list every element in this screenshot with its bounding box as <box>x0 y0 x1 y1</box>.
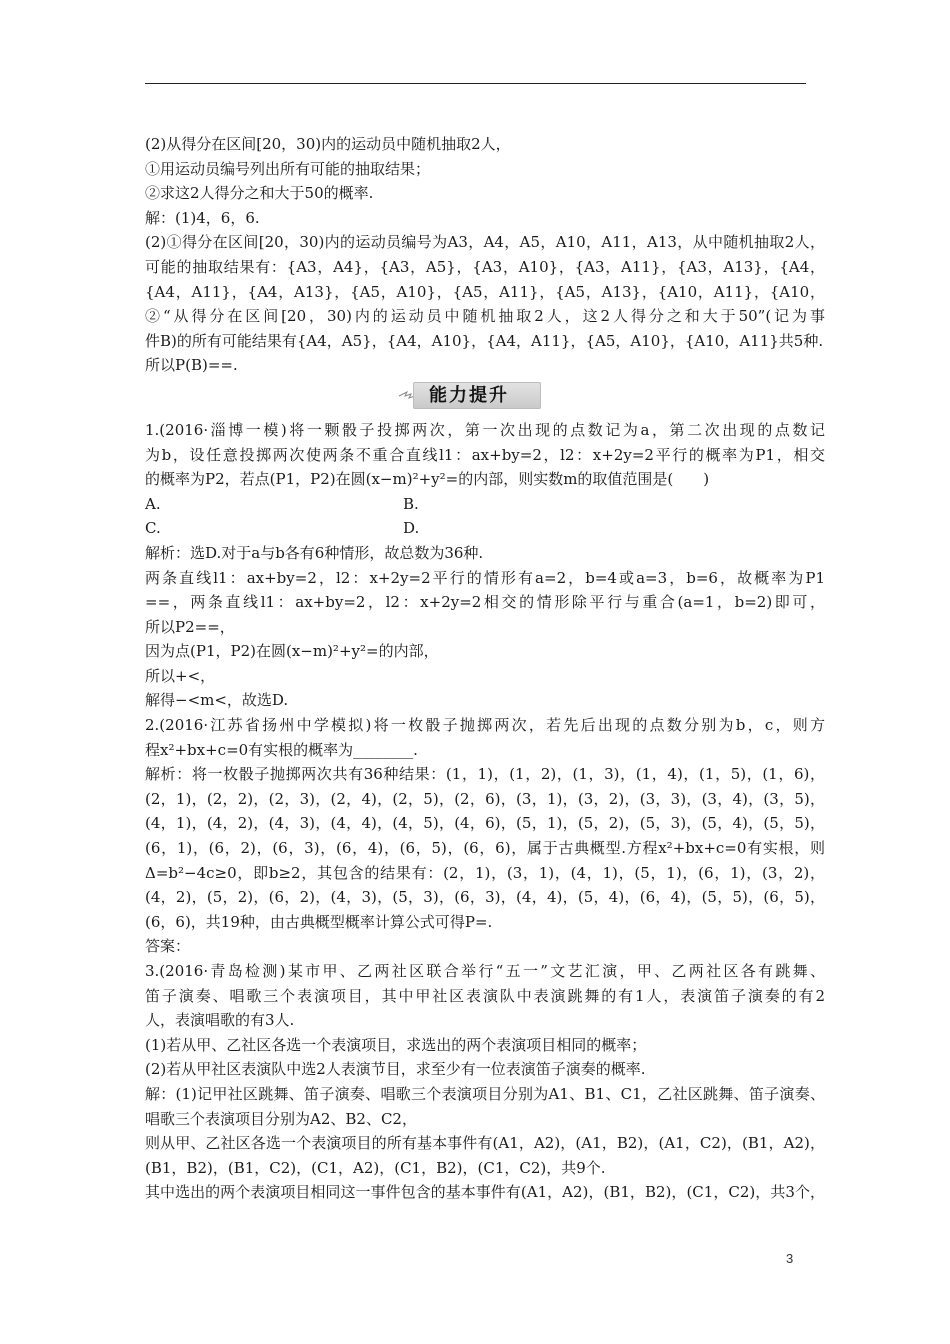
text-line: 其中选出的两个表演项目相同这一事件包含的基本事件有(A1，A2)，(B1，B2)，(C1，C2)，共3个， <box>145 1183 825 1202</box>
text-line: (2)若从甲社区表演队中选2人表演节目，求至少有一位表演笛子演奏的概率. <box>145 1060 646 1079</box>
text-line: 所以P(B)==. <box>145 356 238 375</box>
option-label: A. <box>145 494 161 513</box>
text-line: Δ=b²−4c≥0，即b≥2，其包含的结果有：(2，1)，(3，1)，(4，1)，(5，1)，(6，1)，(3，2)， <box>145 863 825 882</box>
text-line: 答案： <box>145 937 191 956</box>
document-body <box>145 132 825 1205</box>
text-line: 可能的抽取结果有：{A3，A4}，{A3，A5}，{A3，A10}，{A3，A11}，{A3，A13}，{A4， <box>145 257 825 276</box>
option-label: B. <box>403 494 419 513</box>
text-line: 解得−<m<，故选D. <box>145 691 289 710</box>
text-line: 件B)的所有可能结果有{A4，A5}，{A4，A10}，{A4，A11}，{A5，A10}，{A10，A11}共5种. <box>145 331 824 350</box>
section-banner <box>145 378 825 418</box>
text-line: 2.(2016·江苏省扬州中学模拟)将一枚骰子抛掷两次，若先后出现的点数分别为b，c，则方 <box>145 716 825 735</box>
text-line: (2，1)，(2，2)，(2，3)，(2，4)，(2，5)，(2，6)，(3，1)，(3，2)，(3，3)，(3，4)，(3，5)， <box>145 789 825 808</box>
text-line: (1)若从甲、乙社区各选一个表演项目，求选出的两个表演项目相同的概率； <box>145 1035 647 1054</box>
text-line: 所以P2==， <box>145 617 235 636</box>
option-label: C. <box>145 519 161 538</box>
header-rule <box>145 83 806 84</box>
text-line: 1.(2016·淄博一模)将一颗骰子投掷两次，第一次出现的点数记为a，第二次出现的点数记 <box>145 420 825 439</box>
text-line: 3.(2016·青岛检测)某市甲、乙两社区联合举行“五一”文艺汇演，甲、乙两社区各有跳舞、 <box>145 962 825 980</box>
text-line: 所以+<， <box>145 666 216 685</box>
section-ability-improvement <box>145 418 825 1205</box>
text-line: (2)①得分在区间[20，30)内的运动员编号为A3，A4，A5，A10，A11，A13，从中随机抽取2人， <box>145 233 825 252</box>
text-line: 为b，设任意投掷两次使两条不重合直线l1：ax+by=2，l2：x+2y=2平行的概率为P1，相交 <box>145 445 825 464</box>
text-line: ②“从得分在区间[20，30)内的运动员中随机抽取2人，这2人得分之和大于50”(记为事 <box>145 307 825 326</box>
text-line: 因为点(P1，P2)在圆(x−m)²+y²=的内部， <box>145 642 439 661</box>
text-line: 解析：选D.对于a与b各有6种情形，故总数为36种. <box>145 543 484 562</box>
text-line: 人，表演唱歌的有3人. <box>145 1011 295 1030</box>
text-line: (6，6)，共19种，由古典概型概率计算公式可得P=. <box>145 912 493 931</box>
option-label: D. <box>403 519 420 538</box>
text-line: ②求这2人得分之和大于50的概率. <box>145 184 374 203</box>
section-title: 能力提升 <box>429 384 509 406</box>
text-line: 两条直线l1：ax+by=2，l2：x+2y=2平行的情形有a=2，b=4或a=3，b=6，故概率为P1 <box>145 568 825 587</box>
text-line: ==，两条直线l1：ax+by=2，l2：x+2y=2相交的情形除平行与重合(a=1，b=2)即可， <box>145 593 825 612</box>
text-line: 的概率为P2，若点(P1，P2)在圆(x−m)²+y²=的内部，则实数m的取值范围是( ) <box>145 470 710 489</box>
page-number: 3 <box>786 1251 794 1266</box>
section-previous-solution <box>145 132 825 378</box>
text-line: 解：(1)4，6，6. <box>145 208 260 227</box>
text-line: ①用运动员编号列出所有可能的抽取结果； <box>145 159 431 178</box>
text-line: (4，2)，(5，2)，(6，2)，(4，3)，(5，3)，(6，3)，(4，4)，(5，4)，(6，4)，(5，5)，(6，5)， <box>145 888 825 907</box>
text-line: (4，1)，(4，2)，(4，3)，(4，4)，(4，5)，(4，6)，(5，1)，(5，2)，(5，3)，(5，4)，(5，5)， <box>145 814 825 833</box>
text-line: (6，1)，(6，2)，(6，3)，(6，4)，(6，5)，(6，6)，属于古典概型.方程x²+bx+c=0有实根，则 <box>145 839 825 858</box>
text-line: 解析：将一枚骰子抛掷两次共有36种结果：(1，1)，(1，2)，(1，3)，(1，4)，(1，5)，(1，6)， <box>145 765 825 784</box>
text-line: 解：(1)记甲社区跳舞、笛子演奏、唱歌三个表演项目分别为A1、B1、C1，乙社区跳舞、笛子演奏、 <box>145 1084 825 1103</box>
answer-options-row <box>145 492 825 517</box>
text-line: 则从甲、乙社区各选一个表演项目的所有基本事件有(A1，A2)，(A1，B2)，(A1，C2)，(B1，A2)， <box>145 1134 825 1153</box>
text-line: (2)从得分在区间[20，30)内的运动员中随机抽取2人， <box>145 135 511 153</box>
text-line: 程x²+bx+c=0有实根的概率为________. <box>145 740 418 759</box>
answer-options-row <box>145 516 825 541</box>
text-line: {A4，A11}，{A4，A13}，{A5，A10}，{A5，A11}，{A5，A13}，{A10，A11}，{A10， <box>145 282 825 301</box>
text-line: 笛子演奏、唱歌三个表演项目，其中甲社区表演队中表演跳舞的有1人，表演笛子演奏的有2 <box>145 986 825 1005</box>
text-line: 唱歌三个表演项目分别为A2、B2、C2， <box>145 1109 417 1128</box>
text-line: (B1，B2)，(B1，C2)，(C1，A2)，(C1，B2)，(C1，C2)，共9个. <box>145 1158 606 1177</box>
